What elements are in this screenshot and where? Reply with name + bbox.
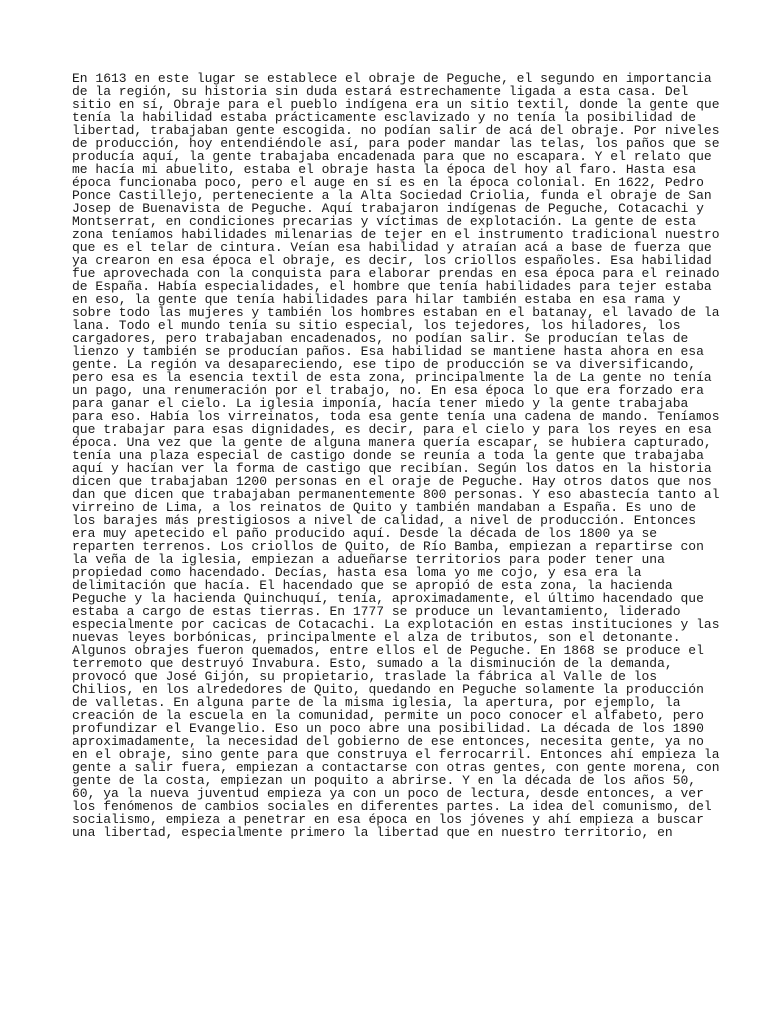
text-line: de la región, su historia sin duda estará estrechamente ligada a esta casa. Del <box>72 84 689 99</box>
text-line: dicen que trabajaban 1200 personas en el oraje de Peguche. Hay otros datos que nos <box>72 474 712 489</box>
text-line: socialismo, empieza a penetrar en esa época en los jóvenes y ahí empieza a buscar <box>72 812 704 827</box>
text-line: de valletas. En alguna parte de la misma iglesia, la apertura, por ejemplo, la <box>72 695 681 710</box>
text-line: gente de la costa, empiezan un poquito a abrirse. Y en la década de los años 50, <box>72 773 697 788</box>
text-line: estaba a cargo de estas tierras. En 1777 se produce un levantamiento, liderado <box>72 604 681 619</box>
text-line: gente. La región va desapareciendo, ese tipo de producción se va diversificando, <box>72 357 697 372</box>
text-line: Algunos obrajes fueron quemados, entre ellos el de Peguche. En 1868 se produce el <box>72 643 704 658</box>
text-line: me hacía mi abuelito, estaba el obraje hasta la época del hoy al faro. Hasta esa <box>72 162 697 177</box>
text-line: tenía una plaza especial de castigo donde se reunía a toda la gente que trabajaba <box>72 448 704 463</box>
text-line: sitio en sí, Obraje para el pueblo indígena era un sitio textil, donde la gente que <box>72 97 720 112</box>
text-line: nuevas leyes borbónicas, principalmente el alza de tributos, son el detonante. <box>72 630 681 645</box>
text-line: en el obraje, sino gente para que construya el ferrocarril. Entonces ahí empieza la <box>72 747 720 762</box>
text-line: época funcionaba poco, pero el auge en sí es en la época colonial. En 1622, Pedro <box>72 175 704 190</box>
text-line: dan que dicen que trabajaban permanentemente 800 personas. Y eso abastecía tanto al <box>72 487 720 502</box>
text-line: la veña de la iglesia, empiezan a adueñarse territorios para poder tener una <box>72 552 665 567</box>
text-line: tenía la habilidad estaba prácticamente esclavizado y no tenía la posibilidad de <box>72 110 697 125</box>
text-line: aquí y hacían ver la forma de castigo que recibían. Según los datos en la historia <box>72 461 712 476</box>
text-line: propiedad como hacendado. Decías, hasta esa loma yo me cojo, y esa era la <box>72 565 642 580</box>
text-line: para ganar el cielo. La iglesia imponía, hacía tener miedo y la gente trabajaba <box>72 396 689 411</box>
text-line: ya crearon en esa época el obraje, es decir, los criollos españoles. Esa habilidad <box>72 253 712 268</box>
text-line: de España. Había especialidades, el hombre que tenía habilidades para tejer estaba <box>72 279 712 294</box>
text-line: que es el telar de cintura. Veían esa habilidad y atraían acá a base de fuerza que <box>72 240 712 255</box>
text-line: terremoto que destruyó Invabura. Esto, sumado a la disminución de la demanda, <box>72 656 673 671</box>
text-line: que trabajar para esas dignidades, es decir, para el cielo y para los reyes en esa <box>72 422 712 437</box>
text-line: sobre todo las mujeres y también los hombres estaban en el batanay, el lavado de la <box>72 305 720 320</box>
text-line: reparten terrenos. Los criollos de Quito, de Río Bamba, empiezan a repartirse con <box>72 539 704 554</box>
text-line: producía aquí, la gente trabajaba encadenada para que no escapara. Y el relato que <box>72 149 712 164</box>
text-line: pero esa es la esencia textil de esta zona, principalmente la de La gente no tenía <box>72 370 712 385</box>
body-text <box>72 71 720 840</box>
text-line: libertad, trabajaban gente escogida. no podían salir de acá del obraje. Por niveles <box>72 123 720 138</box>
text-line: aproximadamente, la necesidad del gobierno de ese entonces, necesita gente, ya no <box>72 734 704 749</box>
text-line: 60, ya la nueva juventud empieza ya con un poco de lectura, desde entonces, a ver <box>72 786 704 801</box>
text-line: especialmente por cacicas de Cotacachi. La explotación en estas instituciones y las <box>72 617 720 632</box>
text-line: época. Una vez que la gente de alguna manera quería escapar, se hubiera capturado, <box>72 435 712 450</box>
text-line: Chilios, en los alrededores de Quito, quedando en Peguche solamente la producción <box>72 682 704 697</box>
text-line: cargadores, pero trabajaban encadenados, no podían salir. Se producían telas de <box>72 331 689 346</box>
text-line: un pago, una renumeración por el trabajo, no. En esa época lo que era forzado era <box>72 383 704 398</box>
text-line: de producción, hoy entendiéndole así, para poder mandar las telas, los paños que se <box>72 136 720 151</box>
text-line: Peguche y la hacienda Quinchuquí, tenía, aproximadamente, el último hacendado que <box>72 591 704 606</box>
text-line: profundizar el Evangelio. Eso un poco abre una posibilidad. La década de los 1890 <box>72 721 704 736</box>
text-line: Montserrat, en condiciones precarias y víctimas de explotación. La gente de esta <box>72 214 697 229</box>
text-line: Josep de Buenavista de Peguche. Aquí trabajaron indígenas de Peguche, Cotacachi y <box>72 201 704 216</box>
text-line: fue aprovechada con la conquista para elaborar prendas en esa época para el reinado <box>72 266 720 281</box>
text-line: los fenómenos de cambios sociales en diferentes partes. La idea del comunismo, del <box>72 799 712 814</box>
text-line: una libertad, especialmente primero la libertad que en nuestro territorio, en <box>72 825 673 840</box>
text-line: lana. Todo el mundo tenía su sitio especial, los tejedores, los hiladores, los <box>72 318 681 333</box>
text-line: virreino de Lima, a los reinatos de Quito y también mandaban a España. Es uno de <box>72 500 697 515</box>
text-line: los barajes más prestigiosos a nivel de calidad, a nivel de producción. Entonces <box>72 513 697 528</box>
text-line: zona teníamos habilidades milenarias de tejer en el instrumento tradicional nuestro <box>72 227 720 242</box>
text-line: Ponce Castillejo, perteneciente a la Alta Sociedad Criolia, funda el obraje de San <box>72 188 712 203</box>
text-line: en eso, la gente que tenía habilidades para hilar también estaba en esa rama y <box>72 292 681 307</box>
text-line: gente a salir fuera, empiezan a contactarse con otras gentes, con gente morena, con <box>72 760 720 775</box>
text-line: para eso. Había los virreinatos, toda esa gente tenía una cadena de mando. Teníamos <box>72 409 720 424</box>
text-line: delimitación que hacía. El hacendado que se apropió de esta zona, la hacienda <box>72 578 673 593</box>
text-line: lienzo y también se producían paños. Esa habilidad se mantiene hasta ahora en esa <box>72 344 704 359</box>
text-line: En 1613 en este lugar se establece el obraje de Peguche, el segundo en importancia <box>72 71 712 86</box>
text-line: era muy apetecido el paño producido aquí. Desde la década de los 1800 ya se <box>72 526 658 541</box>
text-line: creación de la escuela en la comunidad, permite un poco conocer el alfabeto, pero <box>72 708 704 723</box>
text-line: provocó que José Gijón, su propietario, traslade la fábrica al Valle de los <box>72 669 658 684</box>
